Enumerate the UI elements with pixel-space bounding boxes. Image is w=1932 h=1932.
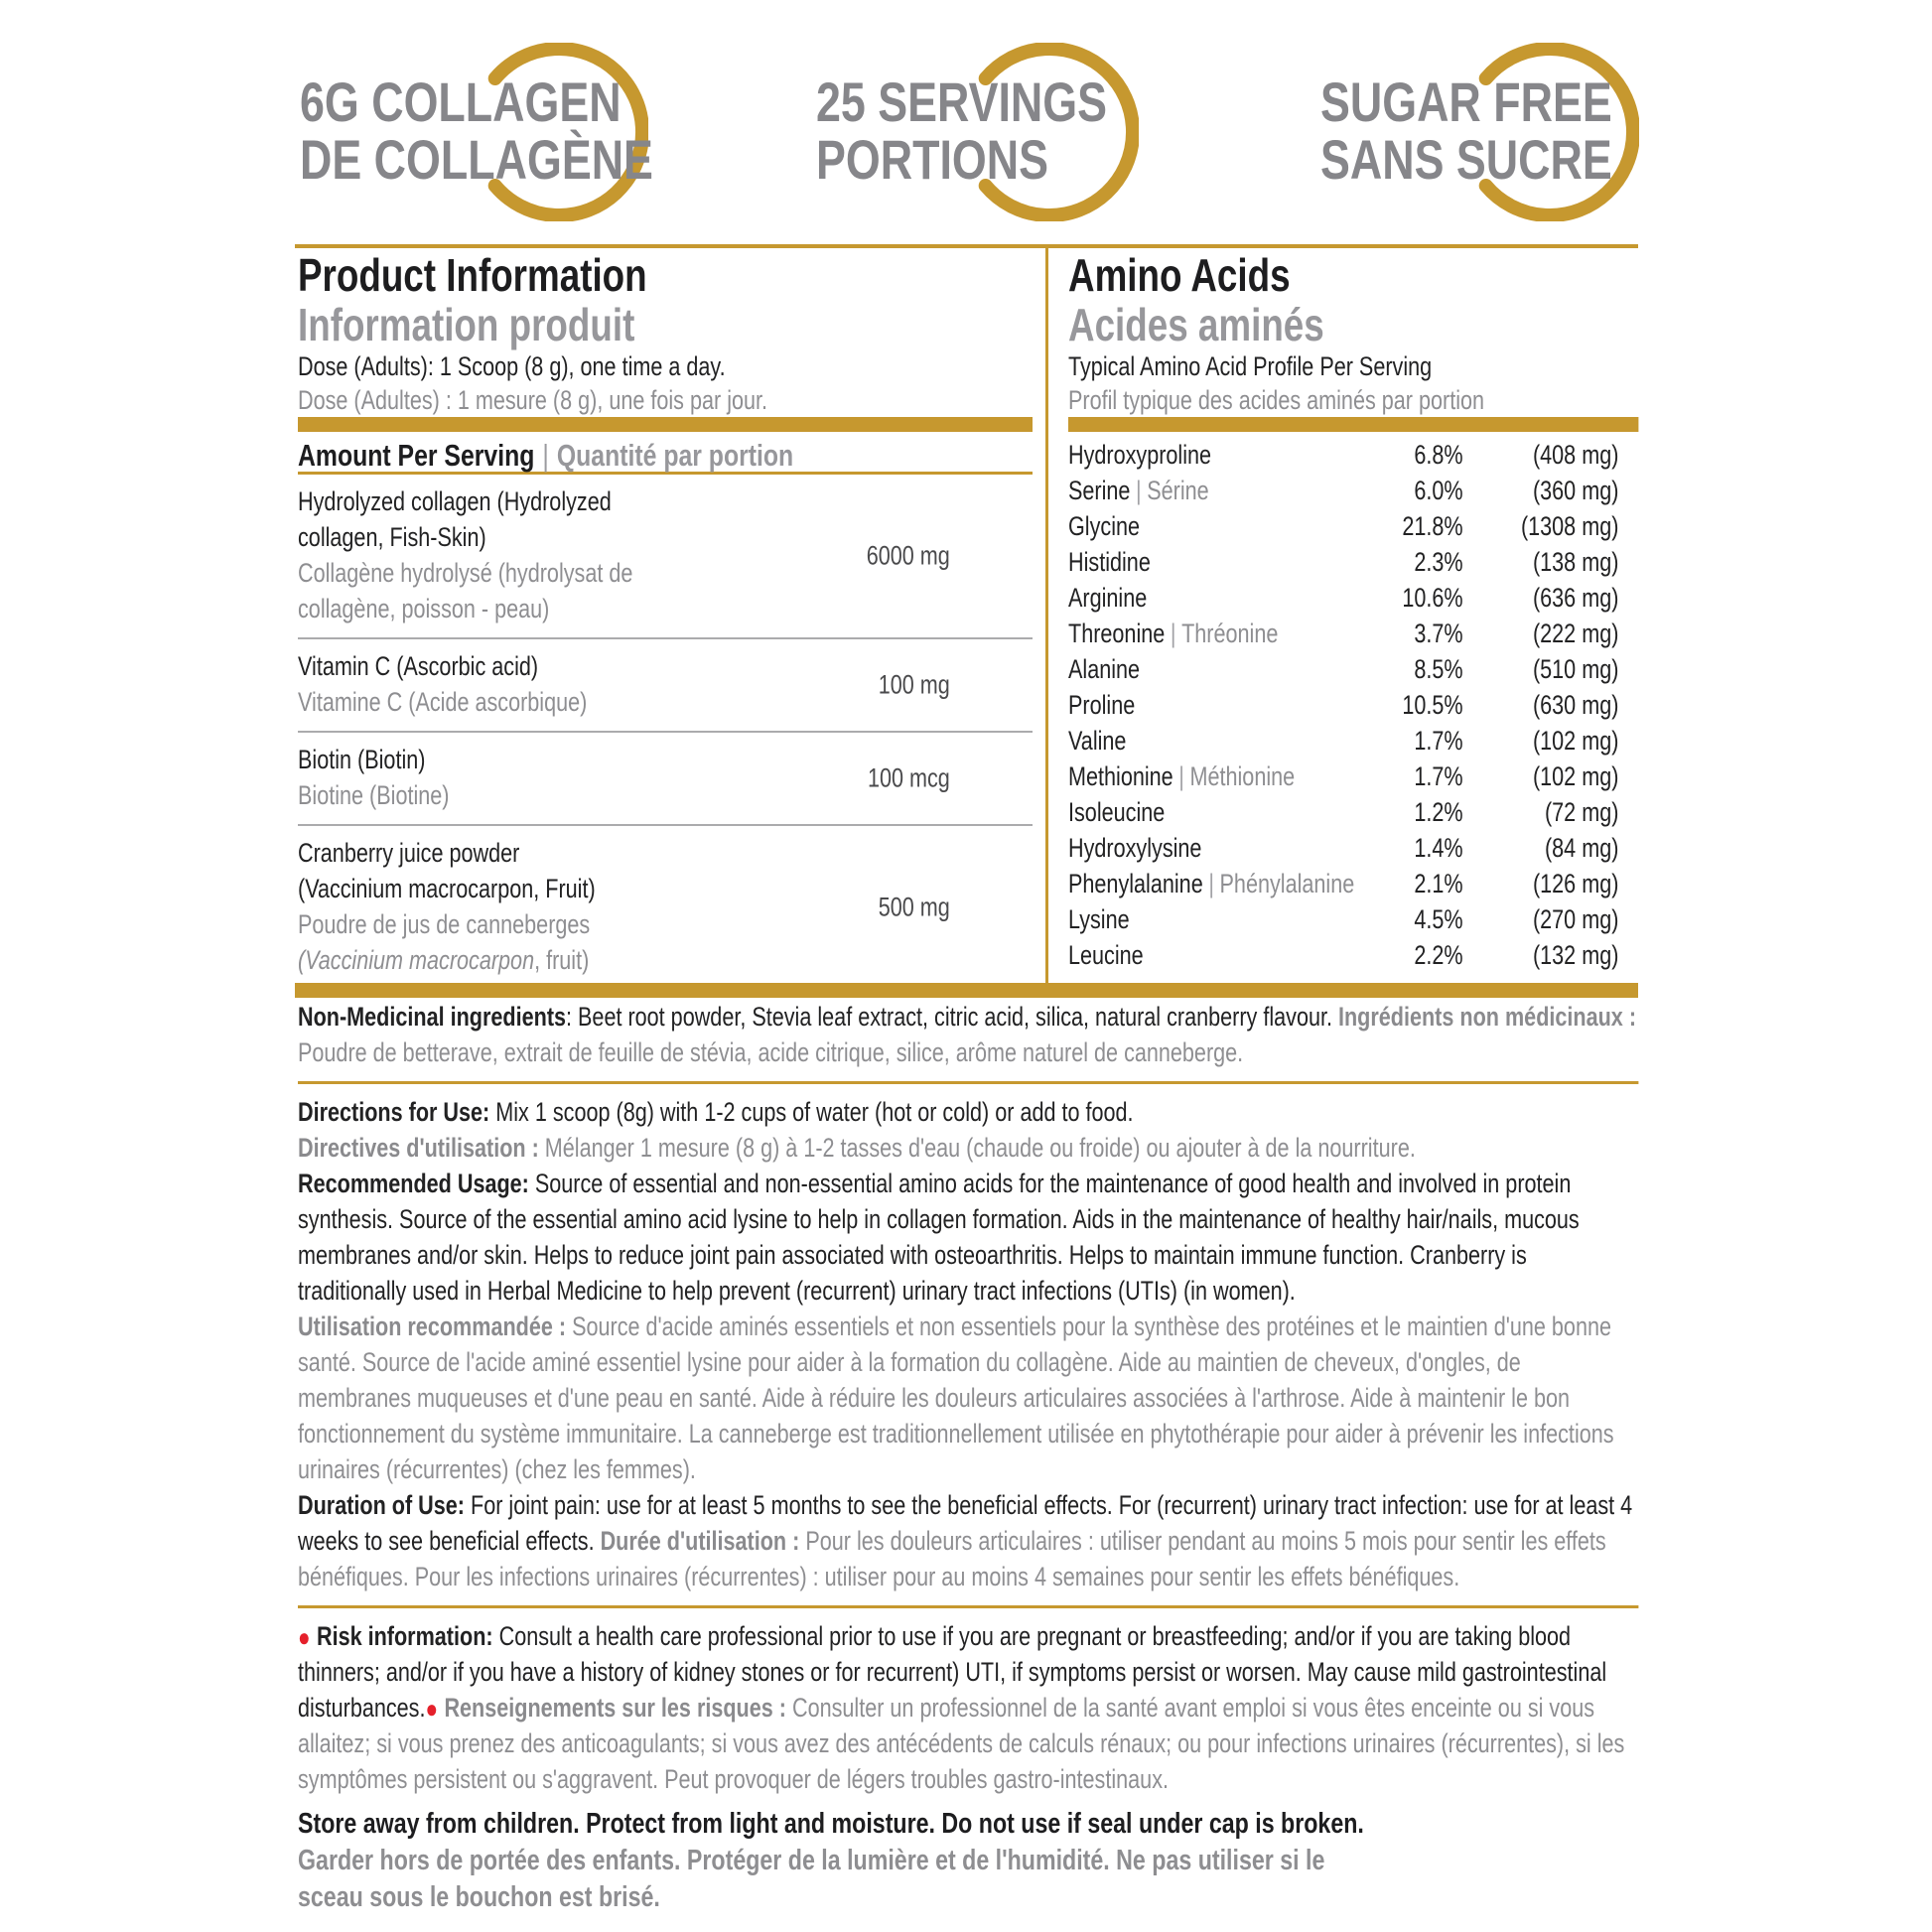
amino-percent: 1.7% [1414, 726, 1463, 756]
amino-subtitle-fr: Profil typique des acides aminés par portion [1068, 385, 1485, 415]
product-information-title-en: Product Information [298, 249, 647, 301]
storage-fr-line2: sceau sous le bouchon est brisé. [298, 1881, 660, 1913]
amino-name-en: Proline [1068, 690, 1136, 720]
amino-mg: (138 mg) [1532, 547, 1619, 577]
ingredient-fr-rest: , fruit) [534, 945, 590, 975]
amino-percent: 2.2% [1414, 940, 1463, 970]
amino-name-en: Alanine [1068, 654, 1141, 684]
ingredient-amount: 100 mg [878, 669, 950, 700]
amino-percent: 2.3% [1414, 547, 1463, 577]
badge-collagen-line2: DE COLLAGÈNE [300, 128, 653, 191]
amino-acids-header [1068, 250, 1638, 417]
ingredient-name [298, 742, 755, 813]
amino-name-fr: Méthionine [1189, 761, 1296, 791]
ingredient-fr-line: Poudre de jus de canneberges [298, 909, 591, 939]
recommended-usage-en-paragraph [298, 1166, 1638, 1309]
ingredient-fr-line: collagène, poisson - peau) [298, 594, 550, 623]
ingredient-row-collagen [298, 475, 1033, 639]
risk-paragraph [298, 1618, 1638, 1797]
amino-acids-panel [1068, 250, 1638, 976]
amino-percent: 1.2% [1414, 797, 1463, 827]
dose-en: Dose (Adults): 1 Scoop (8 g), one time a day. [298, 351, 726, 381]
amino-name-en: Lysine [1068, 904, 1130, 934]
ingredient-fr-line: Vitamine C (Acide ascorbique) [298, 687, 588, 717]
amino-subtitle-en: Typical Amino Acid Profile Per Serving [1068, 351, 1433, 381]
amino-name-fr: Sérine [1147, 476, 1209, 505]
badge-servings-line2: PORTIONS [816, 128, 1048, 191]
amino-row [1068, 726, 1618, 761]
ingredient-en-line: Vitamin C (Ascorbic acid) [298, 651, 539, 681]
amino-row [1068, 869, 1618, 904]
amino-row [1068, 476, 1618, 511]
amino-name-en: Histidine [1068, 547, 1151, 577]
ingredient-en-line: Cranberry juice powder [298, 838, 520, 868]
amino-row [1068, 511, 1618, 547]
recommended-text-fr: Source d'acide aminés essentiels et non essentiels pour la synthèse des protéines et le maintien d'une bonne santé. Source de l'acide aminé essentiel lysine pour aider à la formation du collagène. Aide au maintien de cheveux, d'ongles, de membranes muqueuses et d'une peau en santé. Aide à réduire les douleurs articulaires associées à l'arthrose. Aide à maintenir le bon fonctionnement du système immunitaire. La canneberge est traditionnellement utilisée en phytothérapie pour aider à prévenir les infections urinaires (récurrentes) (chez les femmes). [298, 1311, 1614, 1484]
product-information-panel [298, 250, 1033, 989]
ingredient-fr-line: Biotine (Biotine) [298, 780, 450, 810]
amino-row [1068, 904, 1618, 940]
amount-per-serving-header [298, 438, 1033, 472]
amino-percent: 8.5% [1414, 654, 1463, 684]
amino-row [1068, 940, 1618, 976]
ingredient-fr-line [298, 942, 755, 978]
latin-name: (Vaccinium macrocarpon [298, 945, 535, 975]
amount-per-serving-en: Amount Per Serving [298, 438, 535, 473]
amino-name-en: Hydroxylysine [1068, 833, 1202, 863]
amino-percent: 10.6% [1402, 583, 1463, 613]
amino-mg: (84 mg) [1544, 833, 1619, 863]
amino-percent: 6.8% [1414, 440, 1463, 470]
header-separator: | [542, 438, 549, 473]
amino-percent: 4.5% [1414, 904, 1463, 934]
amount-per-serving-gold-bar [298, 417, 1033, 432]
product-information-header [298, 250, 1033, 417]
ingredient-en-line: Biotin (Biotin) [298, 745, 426, 774]
amino-row [1068, 619, 1618, 654]
directions-text-en: Mix 1 scoop (8g) with 1-2 cups of water (hot or cold) or add to food. [489, 1097, 1134, 1127]
top-gold-rule [295, 244, 1638, 248]
storage-warning [298, 1806, 1638, 1916]
dose-fr: Dose (Adultes) : 1 mesure (8 g), une fois par jour. [298, 385, 768, 415]
risk-text-en: Consult a health care professional prior to use if you are pregnant or breastfeeding; and/or if you are taking blood thinners; and/or if you have a history of kidney stones or for recurrent) UTI, if symptoms persist or worsen. May cause mild gastrointestinal disturbances. [298, 1621, 1607, 1723]
amino-name-sep: | [1170, 619, 1176, 648]
amino-percent: 6.0% [1414, 476, 1463, 505]
product-information-title-fr: Information produit [298, 299, 635, 350]
recommended-text-en: Source of essential and non-essential amino acids for the maintenance of good health and involved in protein synthesis. Source of the essential amino acid lysine to help in collagen formation. Aids in the maintenance of healthy hair/nails, mucous membranes and/or skin. Helps to reduce joint pain associated with osteoarthritis. Helps to maintain immune function. Cranberry is traditionally used in Herbal Medicine to help prevent (recurrent) urinary tract infections (UTIs) (in women). [298, 1169, 1580, 1306]
duration-label-en: Duration of Use: [298, 1490, 466, 1520]
amino-row [1068, 761, 1618, 797]
amino-mg: (102 mg) [1532, 726, 1619, 756]
duration-label-fr: Durée d'utilisation : [600, 1526, 800, 1556]
amino-mg: (270 mg) [1532, 904, 1619, 934]
recommended-usage-fr-paragraph [298, 1309, 1638, 1487]
amino-row [1068, 440, 1618, 476]
usage-and-warnings-section [298, 999, 1638, 1916]
column-divider-rule [1045, 244, 1048, 987]
amino-mg: (222 mg) [1532, 619, 1619, 648]
section-divider-rule [298, 1605, 1638, 1608]
amino-name-en: Threonine [1068, 619, 1166, 648]
amino-name-en: Methionine [1068, 761, 1173, 791]
ingredient-row-biotin [298, 733, 1033, 826]
amount-per-serving-fr: Quantité par portion [556, 438, 794, 473]
amino-name-en: Leucine [1068, 940, 1144, 970]
amino-name-en: Hydroxyproline [1068, 440, 1212, 470]
storage-en-line: Store away from children. Protect from light and moisture. Do not use if seal under cap is broken. [298, 1808, 1364, 1840]
ingredient-fr-line: Collagène hydrolysé (hydrolysat de [298, 558, 633, 588]
amino-acids-title-fr: Acides aminés [1068, 299, 1324, 350]
amino-name-sep: | [1136, 476, 1142, 505]
directions-en-line [298, 1094, 1638, 1130]
ingredient-en-line: collagen, Fish-Skin) [298, 522, 486, 552]
amino-name-en: Valine [1068, 726, 1127, 756]
amino-name-sep: | [1178, 761, 1184, 791]
amino-name-fr: Phénylalanine [1219, 869, 1355, 898]
ingredient-en-line: Hydrolyzed collagen (Hydrolyzed [298, 486, 612, 516]
ingredient-row-cranberry [298, 826, 1033, 989]
amino-name-en: Isoleucine [1068, 797, 1166, 827]
risk-text-fr: Consulter un professionnel de la santé avant emploi si vous êtes enceinte ou si vous allaitez; si vous prenez des anticoagulants; si vous avez des antécédents de calculs rénaux; ou pour infections urinaires (récurrentes), si les symptômes persistent ou s'aggravent. Peut provoquer de légers troubles gastro-intestinaux. [298, 1693, 1625, 1794]
directions-label-en: Directions for Use: [298, 1097, 490, 1127]
duration-text-fr: Pour les douleurs articulaires : utiliser pendant au moins 5 mois pour sentir les effets bénéfiques. Pour les infections urinaires (récurrentes) : utiliser pour au moins 4 semaines pour sentir les effets bénéfiques. [298, 1526, 1606, 1591]
amino-row [1068, 654, 1618, 690]
amino-row [1068, 583, 1618, 619]
amino-mg: (630 mg) [1532, 690, 1619, 720]
amino-mg: (1308 mg) [1520, 511, 1619, 541]
amino-name-en: Arginine [1068, 583, 1148, 613]
risk-label-en: Risk information: [316, 1621, 493, 1651]
amino-row [1068, 833, 1618, 869]
amino-name-en: Phenylalanine [1068, 869, 1203, 898]
amino-mg: (510 mg) [1532, 654, 1619, 684]
non-medicinal-paragraph [298, 999, 1638, 1070]
amino-mg: (360 mg) [1532, 476, 1619, 505]
section-divider-rule [298, 1081, 1638, 1084]
badge-servings-line1: 25 SERVINGS [816, 70, 1107, 133]
duration-text-en: For joint pain: use for at least 5 months to see the beneficial effects. For (recurrent) urinary tract infection: use for at least 4 weeks to see beneficial effects. [298, 1490, 1633, 1556]
badge-sugarfree-line2: SANS SUCRE [1320, 128, 1612, 191]
badge-collagen-line1: 6G COLLAGEN [300, 70, 621, 133]
amino-mg: (636 mg) [1532, 583, 1619, 613]
amino-mg: (102 mg) [1532, 761, 1619, 791]
ingredient-amount: 100 mcg [867, 762, 950, 793]
recommended-label-en: Recommended Usage: [298, 1169, 529, 1198]
directions-fr-line [298, 1130, 1638, 1166]
amino-acids-gold-bar [1068, 417, 1638, 432]
risk-label-fr: Renseignements sur les risques : [444, 1693, 786, 1723]
directions-label-fr: Directives d'utilisation : [298, 1133, 539, 1163]
non-medicinal-label-fr: Ingrédients non médicinaux : [1337, 1002, 1637, 1032]
ingredient-en-line: (Vaccinium macrocarpon, Fruit) [298, 874, 596, 903]
amino-percent: 1.4% [1414, 833, 1463, 863]
ingredient-name [298, 835, 755, 978]
amino-name-fr: Thréonine [1181, 619, 1279, 648]
non-medicinal-text-en: : Beet root powder, Stevia leaf extract, citric acid, silica, natural cranberry flavour. [566, 1002, 1338, 1032]
amino-name-en: Serine [1068, 476, 1131, 505]
amino-mg: (72 mg) [1544, 797, 1619, 827]
amino-row [1068, 547, 1618, 583]
badge-sugarfree-text [1320, 70, 1612, 191]
ingredient-name [298, 483, 755, 626]
ingredient-amount: 6000 mg [866, 540, 950, 571]
amino-row [1068, 797, 1618, 833]
badge-servings-text [816, 70, 1107, 191]
amino-percent: 2.1% [1414, 869, 1463, 898]
recommended-label-fr: Utilisation recommandée : [298, 1311, 567, 1341]
amino-percent: 10.5% [1402, 690, 1463, 720]
amino-row [1068, 690, 1618, 726]
badge-collagen-text [300, 70, 653, 191]
amino-percent: 1.7% [1414, 761, 1463, 791]
ingredient-name [298, 648, 755, 720]
amino-mg: (408 mg) [1532, 440, 1619, 470]
storage-fr-line1: Garder hors de portée des enfants. Protéger de la lumière et de l'humidité. Ne pas utiliser si le [298, 1845, 1325, 1876]
ingredient-amount: 500 mg [878, 892, 950, 922]
amino-mg: (132 mg) [1532, 940, 1619, 970]
amino-name-en: Glycine [1068, 511, 1141, 541]
red-dot-icon: ● [298, 1622, 311, 1652]
badge-sugarfree-line1: SUGAR FREE [1320, 70, 1612, 133]
amino-name-sep: | [1208, 869, 1214, 898]
amino-mg: (126 mg) [1532, 869, 1619, 898]
amino-percent: 3.7% [1414, 619, 1463, 648]
amino-acid-table [1068, 440, 1638, 976]
amino-percent: 21.8% [1402, 511, 1463, 541]
red-dot-icon: ● [425, 1694, 439, 1724]
amino-acids-title-en: Amino Acids [1068, 249, 1291, 301]
non-medicinal-label-en: Non-Medicinal ingredients [298, 1002, 567, 1032]
duration-paragraph [298, 1487, 1638, 1594]
directions-text-fr: Mélanger 1 mesure (8 g) à 1-2 tasses d'eau (chaude ou froide) ou ajouter à de la nourriture. [538, 1133, 1416, 1163]
ingredient-row-vitamin-c [298, 639, 1033, 733]
non-medicinal-text-fr: Poudre de betterave, extrait de feuille de stévia, acide citrique, silice, arôme naturel de canneberge. [298, 1037, 1244, 1067]
